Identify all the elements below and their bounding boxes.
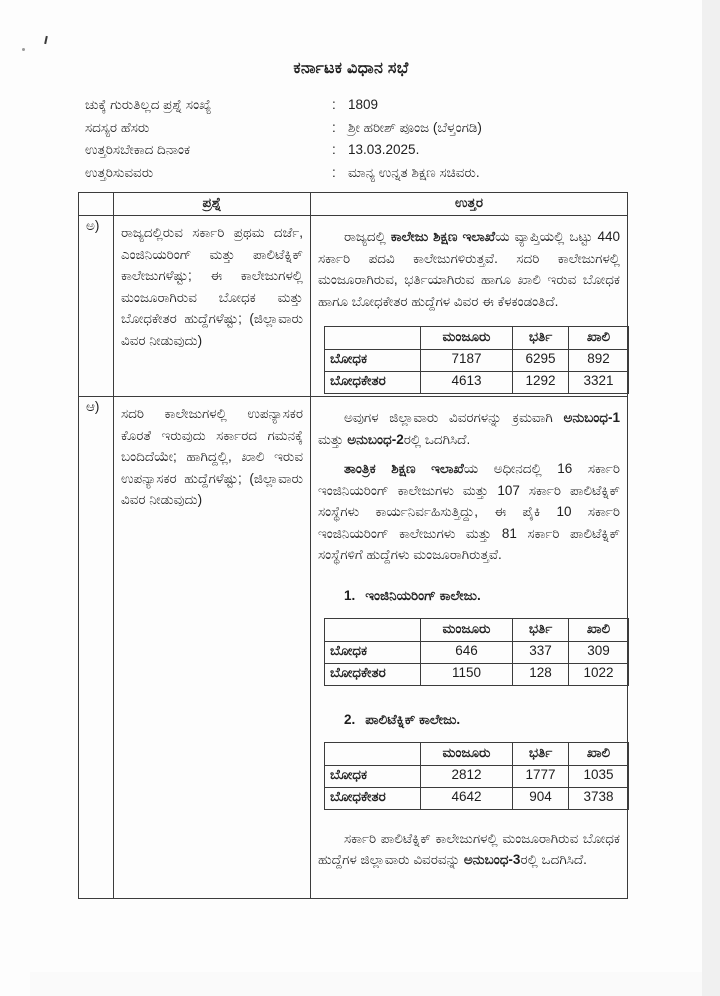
meta-label: ಉತ್ತರಿಸುವವರು bbox=[85, 164, 154, 180]
stat-value: 2812 bbox=[421, 765, 513, 787]
stat-header-blank bbox=[325, 327, 421, 350]
scan-edge-band-bottom bbox=[30, 972, 702, 996]
stat-value: 3738 bbox=[569, 787, 629, 809]
meta-row-question-number bbox=[85, 97, 645, 120]
stat-header-sanctioned: ಮಂಜೂರು bbox=[421, 742, 513, 765]
stat-value: 1035 bbox=[569, 765, 629, 787]
meta-row-answering-minister bbox=[85, 165, 645, 188]
stat-header-vacant: ಖಾಲಿ bbox=[569, 618, 629, 641]
stat-row-teaching bbox=[325, 641, 629, 663]
answer-paragraph-a: ರಾಜ್ಯದಲ್ಲಿ ಕಾಲೇಜು ಶಿಕ್ಷಣ ಇಲಾಖೆಯ ವ್ಯಾಪ್ತಿಯಲ್ಲಿ ಒಟ್ಟು 440 ಸರ್ಕಾರಿ ಪದವಿ ಕಾಲೇಜುಗಳಿರುತ್ತವೆ. ಸದರಿ ಕಾಲೇಜುಗಳಲ್ಲಿ ಮಂಜೂರಾಗಿರುವ, ಭರ್ತಿಯಾಗಿರುವ ಹಾಗೂ ಖಾಲಿ ಇರುವ ಬೋಧಕ ಹಾಗೂ ಬೋಧಕೇತರ ಹುದ್ದೆಗಳ ವಿವರ ಈ ಕೆಳಕಂಡಂತಿದೆ. bbox=[318, 229, 620, 309]
qa-header-question: ಪ್ರಶ್ನೆ bbox=[114, 193, 311, 216]
answer-paragraph-b1: ಅವುಗಳ ಜಿಲ್ಲಾವಾರು ವಿವರಗಳನ್ನು ಕ್ರಮವಾಗಿ ಅನುಬಂಧ-1 ಮತ್ತು ಅನುಬಂಧ-2ರಲ್ಲಿ ಒದಗಿಸಿದೆ. bbox=[318, 410, 620, 447]
question-text-a: ರಾಜ್ಯದಲ್ಲಿರುವ ಸರ್ಕಾರಿ ಪ್ರಥಮ ದರ್ಜೆ, ಎಂಜಿನಿಯರಿಂಗ್ ಮತ್ತು ಪಾಲಿಟೆಕ್ನಿಕ್ ಕಾಲೇಜುಗಳೆಷ್ಟು; ಈ ಕಾಲೇಜುಗಳಲ್ಲಿ ಮಂಜೂರಾಗಿರುವ ಬೋಧಕ ಮತ್ತು ಬೋಧಕೇತರ ಹುದ್ದೆಗಳೆಷ್ಟು; (ಜಿಲ್ಲಾವಾರು ವಿವರ ನೀಡುವುದು) bbox=[121, 225, 303, 348]
stat-value: 1022 bbox=[569, 663, 629, 685]
stat-table-polytechnic bbox=[324, 742, 629, 810]
row-label-a: ಅ) bbox=[79, 216, 114, 397]
stat-header-vacant: ಖಾಲಿ bbox=[569, 327, 629, 350]
scan-speck bbox=[44, 36, 48, 44]
list-number: 2. bbox=[344, 711, 356, 727]
closing-paragraph: ಸರ್ಕಾರಿ ಪಾಲಿಟೆಕ್ನಿಕ್ ಕಾಲೇಜುಗಳಲ್ಲಿ ಮಂಜೂರಾಗಿರುವ ಬೋಧಕ ಹುದ್ದೆಗಳ ಜಿಲ್ಲಾವಾರು ವಿವರವನ್ನು ಅನುಬಂಧ-3ರಲ್ಲಿ ಒದಗಿಸಿದೆ. bbox=[318, 830, 620, 867]
answer-cell-b bbox=[311, 397, 628, 899]
question-cell-a bbox=[114, 216, 311, 397]
stat-table-engineering bbox=[324, 618, 629, 686]
stat-row-label: ಬೋಧಕ bbox=[325, 350, 421, 372]
stat-value: 3321 bbox=[569, 372, 629, 394]
page-title: ಕರ್ನಾಟಕ ವಿಧಾನ ಸಭೆ bbox=[293, 60, 409, 77]
stat-header-sanctioned: ಮಂಜೂರು bbox=[421, 618, 513, 641]
stat-row-nonteaching bbox=[325, 787, 629, 809]
stat-value: 128 bbox=[513, 663, 569, 685]
stat-value: 646 bbox=[421, 641, 513, 663]
question-cell-b bbox=[114, 397, 311, 899]
stat-header-filled: ಭರ್ತಿ bbox=[513, 618, 569, 641]
stat-table-overall bbox=[324, 326, 629, 394]
meta-row-answer-date bbox=[85, 142, 645, 165]
stat-row-teaching bbox=[325, 350, 629, 372]
stat-header-blank bbox=[325, 618, 421, 641]
stat-value: 6295 bbox=[513, 350, 569, 372]
stat-header-row bbox=[325, 327, 629, 350]
stat-header-filled: ಭರ್ತಿ bbox=[513, 327, 569, 350]
meta-label: ಉತ್ತರಿಸಬೇಕಾದ ದಿನಾಂಕ bbox=[85, 142, 191, 157]
stat-header-filled: ಭರ್ತಿ bbox=[513, 742, 569, 765]
scan-edge-band-right bbox=[702, 0, 720, 996]
stat-header-row bbox=[325, 742, 629, 765]
stat-value: 309 bbox=[569, 641, 629, 663]
answer-cell-a bbox=[311, 216, 628, 397]
row-label-b: ಆ) bbox=[79, 397, 114, 899]
stat-row-teaching bbox=[325, 765, 629, 787]
meta-colon: : bbox=[332, 164, 336, 180]
stat-value: 904 bbox=[513, 787, 569, 809]
question-metadata bbox=[85, 97, 645, 187]
qa-header-row bbox=[79, 193, 628, 216]
scan-speck bbox=[22, 48, 25, 51]
minister-value: ಮಾನ್ಯ ಉನ್ನತ ಶಿಕ್ಷಣ ಸಚಿವರು. bbox=[348, 164, 480, 180]
stat-row-nonteaching bbox=[325, 663, 629, 685]
stat-value: 337 bbox=[513, 641, 569, 663]
meta-label: ಸದಸ್ಯರ ಹೆಸರು bbox=[85, 119, 150, 135]
stat-value: 7187 bbox=[421, 350, 513, 372]
stat-header-sanctioned: ಮಂಜೂರು bbox=[421, 327, 513, 350]
stat-value: 4613 bbox=[421, 372, 513, 394]
qa-row-b bbox=[79, 397, 628, 899]
qa-header-blank bbox=[79, 193, 114, 216]
meta-colon: : bbox=[332, 119, 336, 135]
stat-header-row bbox=[325, 618, 629, 641]
stat-value: 1150 bbox=[421, 663, 513, 685]
question-number-value: 1809 bbox=[348, 97, 379, 112]
stat-value: 1777 bbox=[513, 765, 569, 787]
meta-colon: : bbox=[332, 142, 336, 157]
stat-row-label: ಬೋಧಕೇತರ bbox=[325, 787, 421, 809]
list-title: ಇಂಜಿನಿಯರಿಂಗ್ ಕಾಲೇಜು. bbox=[365, 587, 481, 603]
stat-row-label: ಬೋಧಕ bbox=[325, 765, 421, 787]
meta-label: ಚುಕ್ಕೆ ಗುರುತಿಲ್ಲದ ಪ್ರಶ್ನೆ ಸಂಖ್ಯೆ bbox=[85, 97, 212, 112]
member-name-value: ಶ್ರೀ ಹರೀಶ್ ಪೂಂಜ (ಬೆಳ್ತಂಗಡಿ) bbox=[348, 119, 482, 135]
stat-header-blank bbox=[325, 742, 421, 765]
stat-value: 1292 bbox=[513, 372, 569, 394]
stat-row-label: ಬೋಧಕೇತರ bbox=[325, 372, 421, 394]
qa-row-a bbox=[79, 216, 628, 397]
stat-value: 4642 bbox=[421, 787, 513, 809]
qa-header-answer: ಉತ್ತರ bbox=[311, 193, 628, 216]
answer-paragraph-b2: ತಾಂತ್ರಿಕ ಶಿಕ್ಷಣ ಇಲಾಖೆಯ ಅಧೀನದಲ್ಲಿ 16 ಸರ್ಕಾರಿ ಇಂಜಿನಿಯರಿಂಗ್ ಕಾಲೇಜುಗಳು ಮತ್ತು 107 ಸರ್ಕಾರಿ ಪಾಲಿಟೆಕ್ನಿಕ್ ಸಂಸ್ಥೆಗಳು ಕಾರ್ಯನಿರ್ವಹಿಸುತ್ತಿದ್ದು, ಈ ಪೈಕಿ 10 ಸರ್ಕಾರಿ ಇಂಜಿನಿಯರಿಂಗ್ ಕಾಲೇಜುಗಳು ಮತ್ತು 81 ಸರ್ಕಾರಿ ಪಾಲಿಟೆಕ್ನಿಕ್ ಸಂಸ್ಥೆಗಳಿಗೆ ಹುದ್ದೆಗಳು ಮಂಜೂರಾಗಿರುತ್ತವೆ. bbox=[318, 461, 620, 562]
stat-header-vacant: ಖಾಲಿ bbox=[569, 742, 629, 765]
answer-date-value: 13.03.2025. bbox=[348, 142, 420, 157]
stat-value: 892 bbox=[569, 350, 629, 372]
list-number: 1. bbox=[344, 587, 356, 603]
stat-row-label: ಬೋಧಕ bbox=[325, 641, 421, 663]
list-title: ಪಾಲಿಟೆಕ್ನಿಕ್ ಕಾಲೇಜು. bbox=[365, 711, 461, 727]
stat-row-nonteaching bbox=[325, 372, 629, 394]
question-text-b: ಸದರಿ ಕಾಲೇಜುಗಳಲ್ಲಿ ಉಪನ್ಯಾಸಕರ ಕೊರತೆ ಇರುವುದು ಸರ್ಕಾರದ ಗಮನಕ್ಕೆ ಬಂದಿದೆಯೇ; ಹಾಗಿದ್ದಲ್ಲಿ, ಖಾಲಿ ಇರುವ ಉಪನ್ಯಾಸಕರ ಹುದ್ದೆಗಳೆಷ್ಟು; (ಜಿಲ್ಲಾವಾರು ವಿವರ ನೀಡುವುದು) bbox=[121, 406, 303, 507]
engineering-colleges-heading bbox=[344, 588, 620, 604]
stat-row-label: ಬೋಧಕೇತರ bbox=[325, 663, 421, 685]
meta-colon: : bbox=[332, 97, 336, 112]
polytechnic-colleges-heading bbox=[344, 712, 620, 728]
meta-row-member-name bbox=[85, 120, 645, 143]
question-answer-table bbox=[78, 192, 628, 899]
